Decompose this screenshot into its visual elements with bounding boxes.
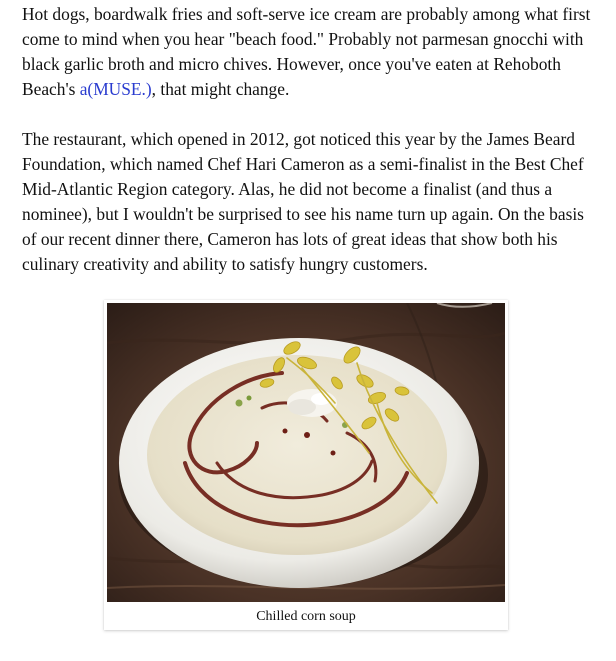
- paragraph-1-text-end: , that might change.: [151, 79, 290, 99]
- amuse-restaurant-link[interactable]: a(MUSE.): [79, 79, 152, 99]
- photo-figure: [104, 300, 508, 630]
- photo-caption: Chilled corn soup: [256, 609, 356, 624]
- paragraph-1-text-start: Hot dogs, boardwalk fries and soft-serve ice cream are probably among what first come to mind when you hear "beach food." Probably not parmesan gnocchi with black garlic broth and micro chives. However, once you've eaten at Rehoboth Beach's: [22, 4, 591, 99]
- article-paragraph-1: [22, 2, 602, 102]
- article-paragraph-2: The restaurant, which opened in 2012, got noticed this year by the James Beard Foundation, which named Chef Hari Cameron as a semi-finalist in the Best Chef Mid-Atlantic Region category. Alas, he did not become a finalist (and thus a nominee), but I wouldn't be surprised to see his name turn up again. On the basis of our recent dinner there, Cameron has lots of great ideas that show both his culinary creativity and ability to satisfy hungry customers.: [22, 129, 584, 274]
- article-body: [22, 2, 602, 277]
- chilled-corn-soup-photo: [107, 303, 505, 602]
